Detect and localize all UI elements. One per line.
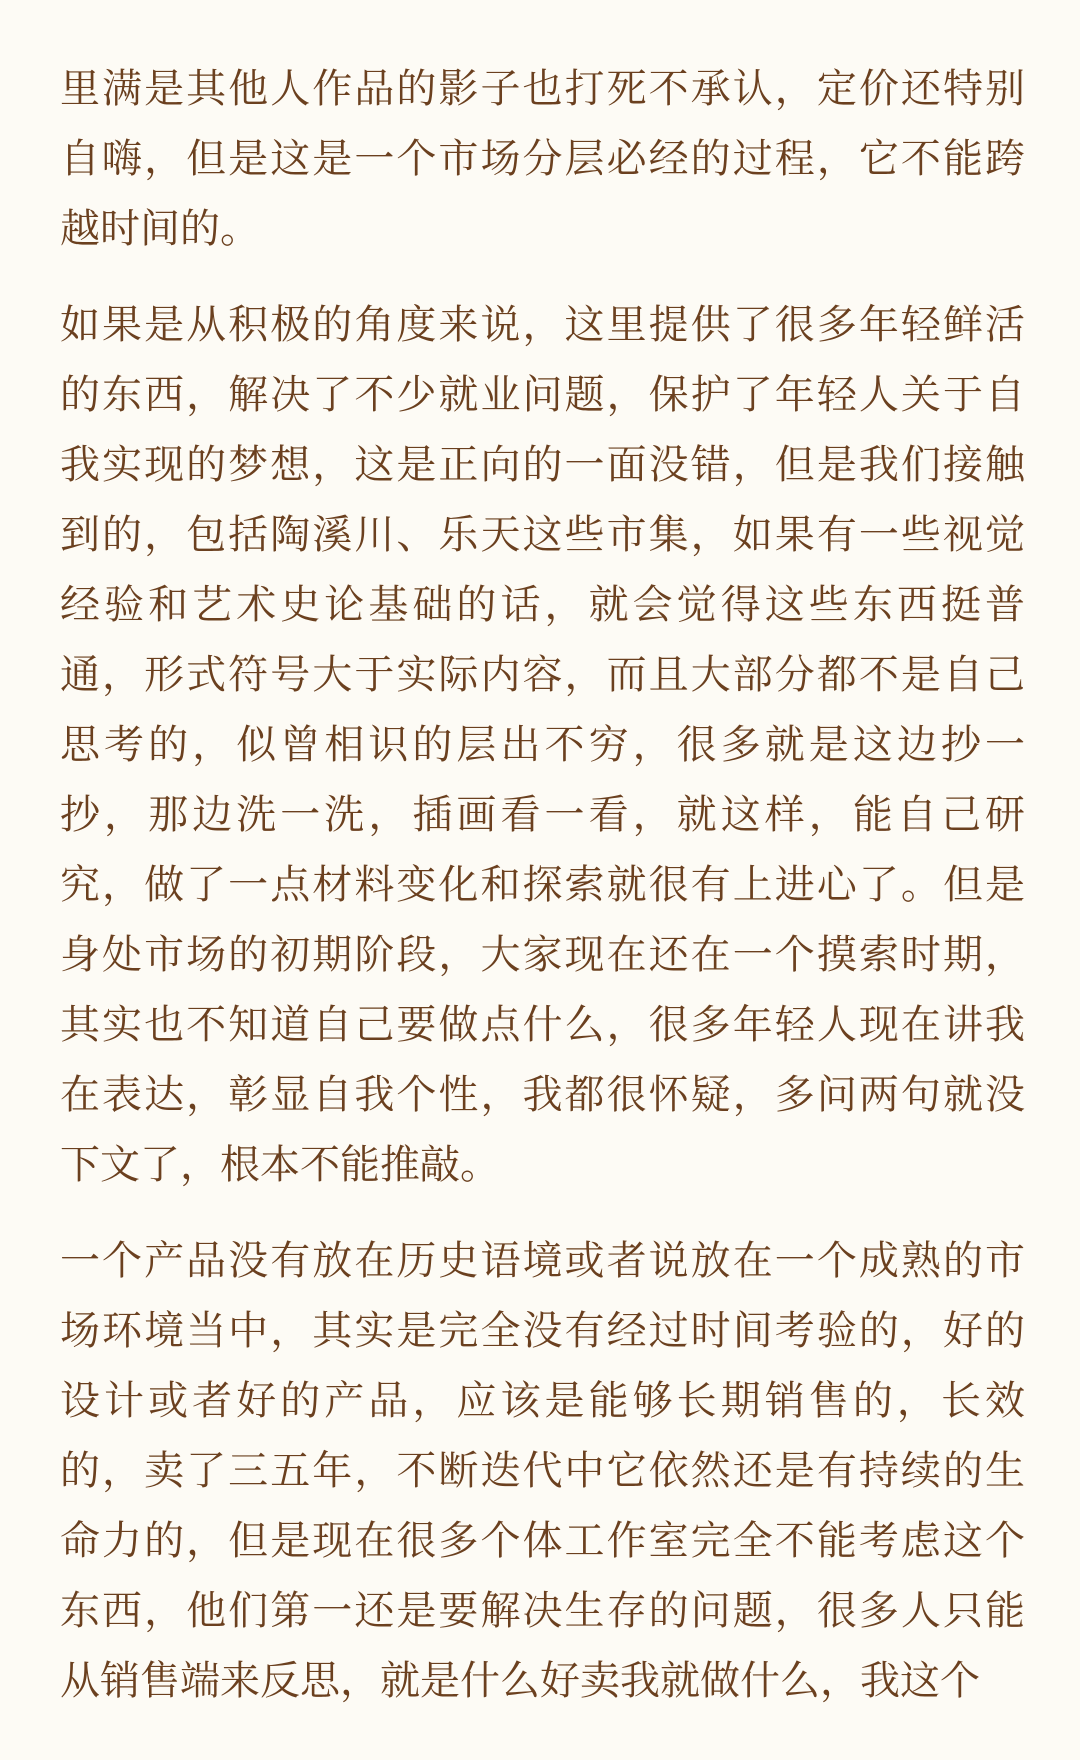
text-line: 从销售端来反思，就是什么好卖我就做什么，我这个 (60, 1658, 980, 1704)
text-line: 一个产品没有放在历史语境或者说放在一个成熟的市 (60, 1238, 1025, 1284)
text-line: 命力的，但是现在很多个体工作室完全不能考虑这个 (60, 1518, 1025, 1564)
paragraph-2 (60, 290, 1025, 1200)
text-line: 究，做了一点材料变化和探索就很有上进心了。但是 (60, 862, 1025, 908)
text-line: 场环境当中，其实是完全没有经过时间考验的，好的 (60, 1308, 1025, 1354)
text-line: 设计或者好的产品，应该是能够长期销售的，长效 (60, 1378, 1025, 1424)
text-line: 通，形式符号大于实际内容，而且大部分都不是自己 (60, 652, 1025, 698)
text-line: 越时间的。 (60, 206, 260, 252)
text-line: 的东西，解决了不少就业问题，保护了年轻人关于自 (60, 372, 1025, 418)
text-line: 抄，那边洗一洗，插画看一看，就这样，能自己研 (60, 792, 1025, 838)
text-line: 到的，包括陶溪川、乐天这些市集，如果有一些视觉 (60, 512, 1025, 558)
text-line: 我实现的梦想，这是正向的一面没错，但是我们接触 (60, 442, 1025, 488)
text-line: 东西，他们第一还是要解决生存的问题，很多人只能 (60, 1588, 1025, 1634)
text-line: 经验和艺术史论基础的话，就会觉得这些东西挺普 (60, 582, 1025, 628)
text-line: 自嗨，但是这是一个市场分层必经的过程，它不能跨 (60, 136, 1025, 182)
paragraph-1 (60, 54, 1025, 264)
text-line: 思考的，似曾相识的层出不穷，很多就是这边抄一 (60, 722, 1025, 768)
text-line: 身处市场的初期阶段，大家现在还在一个摸索时期， (60, 932, 1025, 978)
text-line: 如果是从积极的角度来说，这里提供了很多年轻鲜活 (60, 302, 1025, 348)
text-line: 里满是其他人作品的影子也打死不承认，定价还特别 (60, 66, 1025, 112)
text-line: 下文了，根本不能推敲。 (60, 1142, 500, 1188)
text-line: 的，卖了三五年，不断迭代中它依然还是有持续的生 (60, 1448, 1025, 1494)
paragraph-3 (60, 1226, 1025, 1716)
article-body (60, 54, 1025, 1742)
text-line: 其实也不知道自己要做点什么，很多年轻人现在讲我 (60, 1002, 1025, 1048)
text-line: 在表达，彰显自我个性，我都很怀疑，多问两句就没 (60, 1072, 1025, 1118)
